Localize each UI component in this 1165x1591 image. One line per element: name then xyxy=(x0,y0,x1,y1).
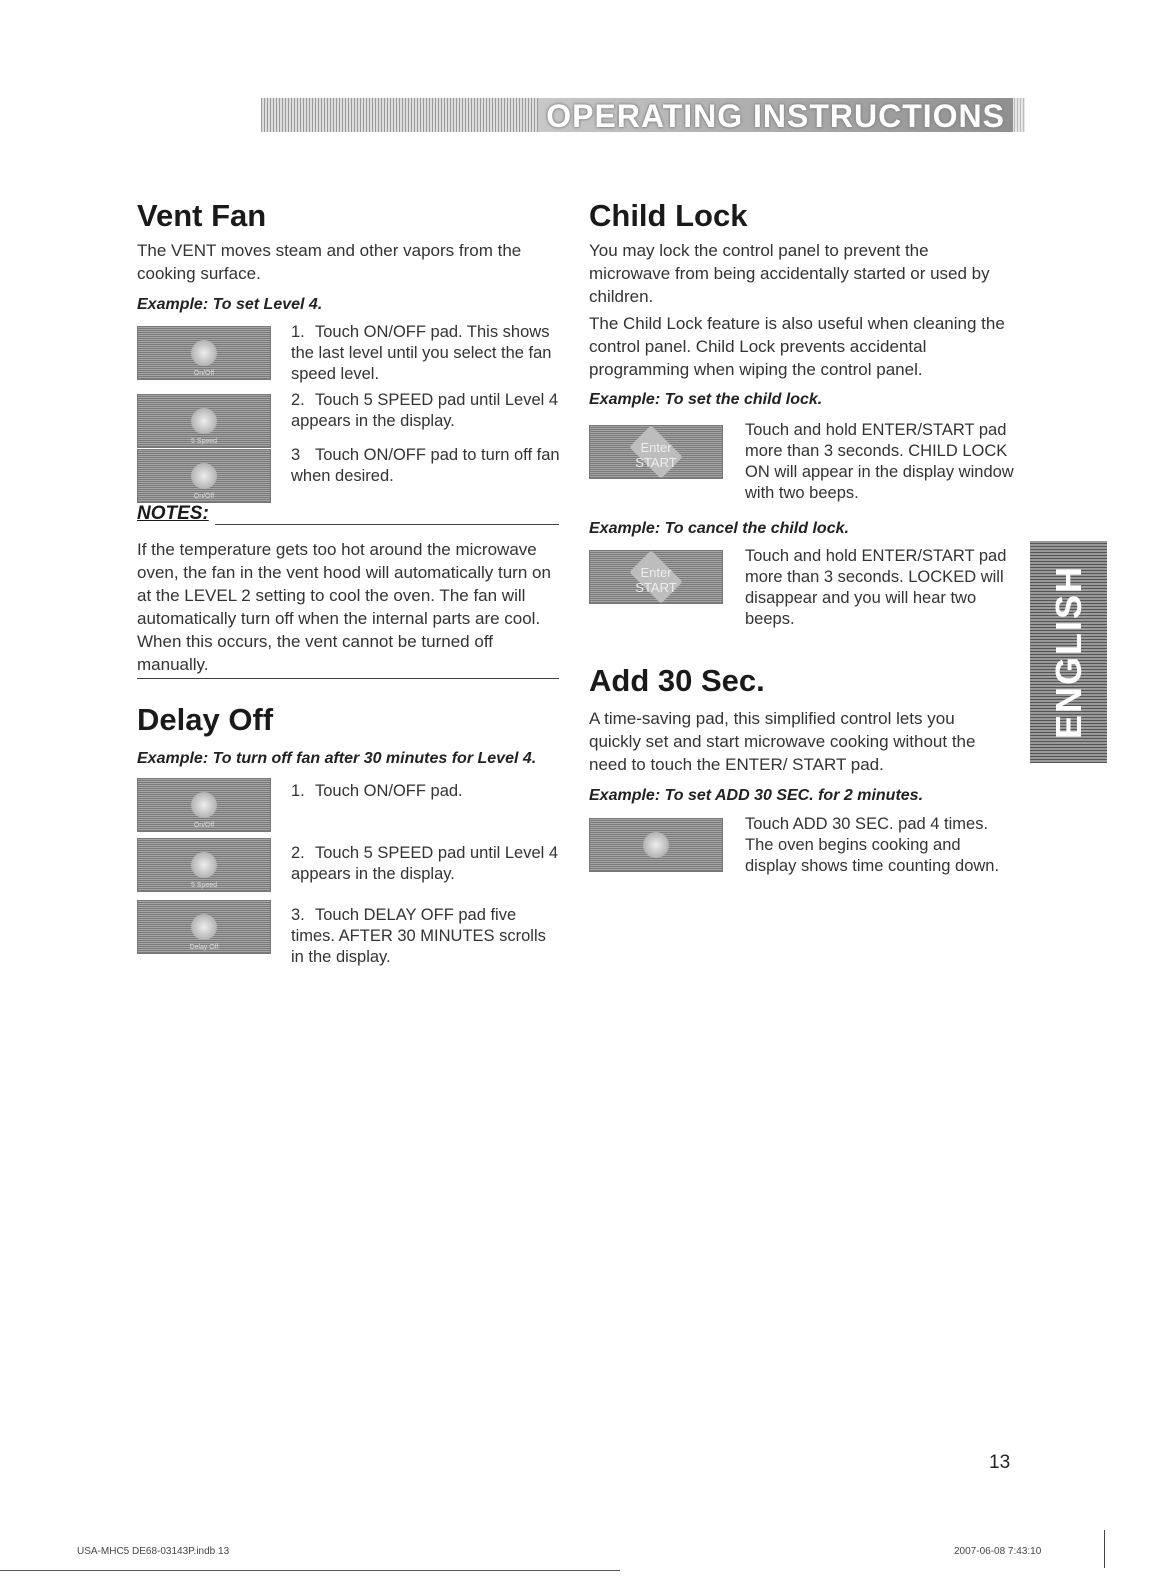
enter-start-pad-icon: Enter START xyxy=(589,550,723,604)
vent-fan-step-1-text: Touch ON/OFF pad. This shows the last level until you select the fan speed level. xyxy=(291,323,552,383)
footer-right: 2007-06-08 7:43:10 xyxy=(954,1546,1042,1557)
footer-left: USA-MHC5 DE68-03143P.indb 13 xyxy=(77,1546,230,1557)
child-lock-example-set: Example: To set the child lock. xyxy=(589,391,823,408)
delay-off-step-2: 2. Touch 5 SPEED pad until Level 4 appears in the display. xyxy=(291,844,559,883)
child-lock-set-text: Touch and hold ENTER/START pad more than 3 seconds. CHILD LOCK ON will appear in the display window with two beeps. xyxy=(745,421,1014,502)
delay-off-step-2-text: Touch 5 SPEED pad until Level 4 appears in the display. xyxy=(291,844,559,883)
vent-fan-intro: The VENT moves steam and other vapors from the cooking surface. xyxy=(137,241,522,283)
child-lock-cancel-text: Touch and hold ENTER/START pad more than 3 seconds. LOCKED will disappear and you will hear two beeps. xyxy=(745,547,1007,628)
notes-rule xyxy=(215,524,559,525)
delay-off-title: Delay Off xyxy=(137,702,274,737)
add-30-sec-pad-icon xyxy=(589,818,723,872)
notes-heading: NOTES: xyxy=(137,503,209,524)
add-30-sec-title: Add 30 Sec. xyxy=(589,663,765,698)
enter-start-pad-icon: Enter START xyxy=(589,425,723,479)
delay-off-step-3-text: Touch DELAY OFF pad five times. AFTER 30 MINUTES scrolls in the display. xyxy=(291,906,546,966)
header-title: OPERATING INSTRUCTIONS xyxy=(538,98,1013,132)
on-off-pad-icon: On/Off xyxy=(137,326,271,380)
child-lock-intro-2: The Child Lock feature is also useful when cleaning the control panel. Child Lock prevents accidental programming when wiping the control panel. xyxy=(589,314,1005,379)
vent-fan-step-2-text: Touch 5 SPEED pad until Level 4 appears in the display. xyxy=(291,391,559,430)
child-lock-intro-1: You may lock the control panel to prevent the microwave from being accidentally started or used by children. xyxy=(589,241,990,306)
language-tab-label: ENGLISH xyxy=(1047,564,1089,740)
speed-pad-icon: 5 Speed xyxy=(137,838,271,892)
footer-mark xyxy=(1104,1530,1105,1568)
delay-off-pad-icon: Delay Off xyxy=(137,900,271,954)
vent-fan-step-3-text: Touch ON/OFF pad to turn off fan when desired. xyxy=(291,446,560,485)
delay-off-example: Example: To turn off fan after 30 minutes for Level 4. xyxy=(137,750,537,767)
vent-fan-example: Example: To set Level 4. xyxy=(137,296,323,313)
vent-fan-title: Vent Fan xyxy=(137,198,267,233)
delay-off-step-1: 1. Touch ON/OFF pad. xyxy=(291,782,463,800)
notes-bottom-rule xyxy=(137,678,559,679)
delay-off-step-1-text: Touch ON/OFF pad. xyxy=(315,782,463,800)
on-off-pad-icon: On/Off xyxy=(137,778,271,832)
header-bar xyxy=(261,98,1025,132)
language-tab xyxy=(1030,541,1107,763)
add-30-sec-text: Touch ADD 30 SEC. pad 4 times. The oven begins cooking and display shows time counting down. xyxy=(745,815,1000,875)
child-lock-example-cancel: Example: To cancel the child lock. xyxy=(589,520,849,537)
delay-off-step-3: 3. Touch DELAY OFF pad five times. AFTER 30 MINUTES scrolls in the display. xyxy=(291,906,546,966)
vent-fan-step-1: 1. Touch ON/OFF pad. This shows the last level until you select the fan speed level. xyxy=(291,323,552,383)
notes-text: If the temperature gets too hot around the microwave oven, the fan in the vent hood will automatically turn on at the LEVEL 2 setting to cool the oven. The fan will automatically turn off when the internal parts are cool. When this occurs, the vent cannot be turned off manually. xyxy=(137,540,551,674)
speed-pad-icon: 5 Speed xyxy=(137,394,271,448)
on-off-pad-icon: On/Off xyxy=(137,449,271,503)
vent-fan-step-3: 3 Touch ON/OFF pad to turn off fan when desired. xyxy=(291,446,560,485)
child-lock-title: Child Lock xyxy=(589,198,748,233)
add-30-sec-intro: A time-saving pad, this simplified control lets you quickly set and start microwave cooking without the need to touch the ENTER/ START pad. xyxy=(589,709,976,774)
vent-fan-step-2: 2. Touch 5 SPEED pad until Level 4 appears in the display. xyxy=(291,391,559,430)
page-number: 13 xyxy=(989,1452,1011,1473)
add-30-sec-example: Example: To set ADD 30 SEC. for 2 minutes. xyxy=(589,787,924,804)
footer-rule xyxy=(0,1570,620,1571)
